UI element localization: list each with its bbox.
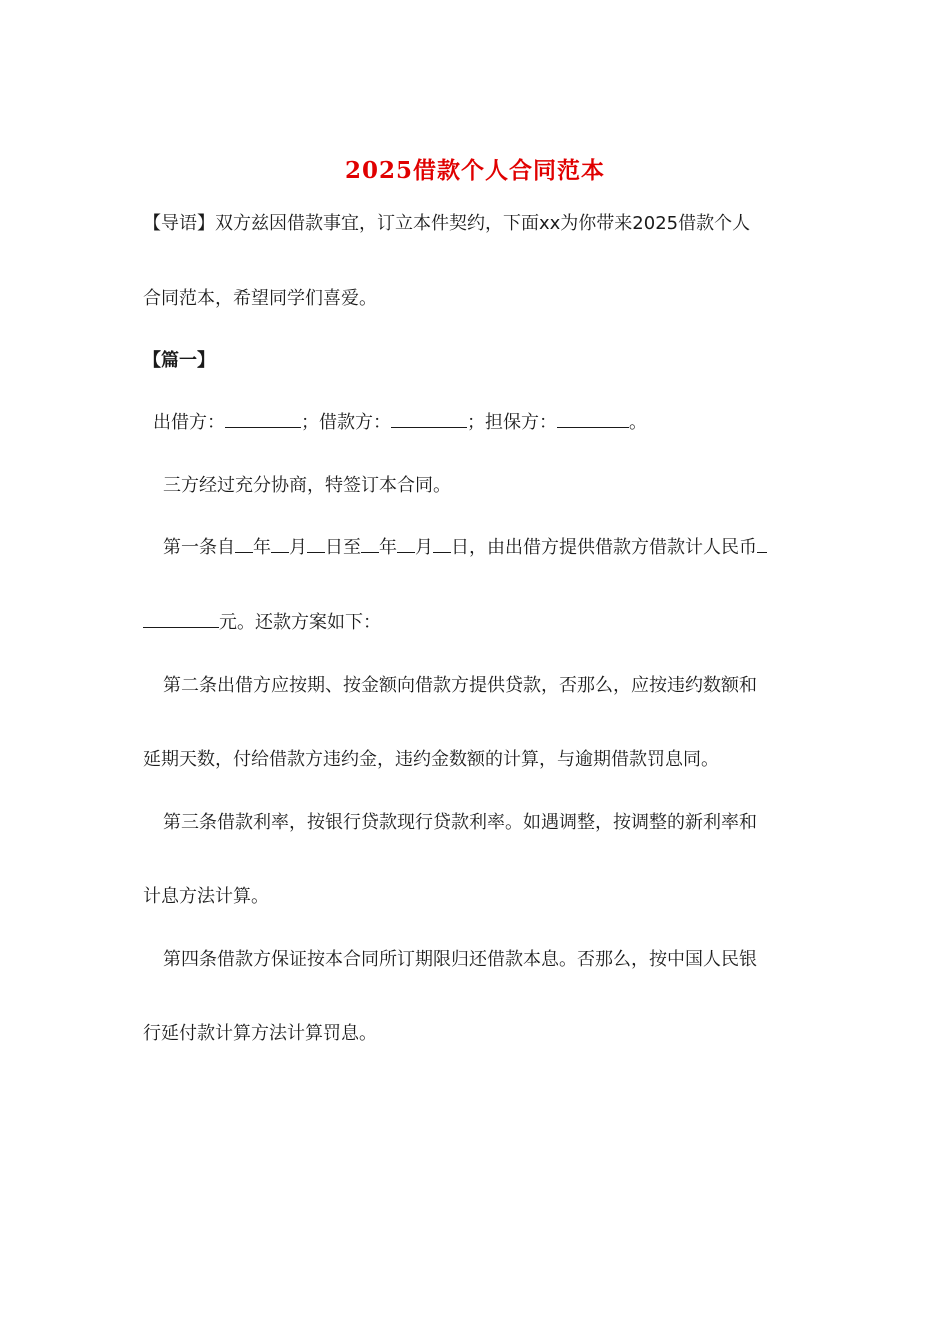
day-blank-2: [433, 536, 451, 553]
article-1-start: 第一条自: [163, 537, 235, 558]
borrower-label: ；借款方：: [301, 412, 391, 433]
borrower-blank: [391, 411, 467, 428]
parties-end: 。: [629, 412, 647, 433]
year-blank-1: [235, 536, 253, 553]
year-label-2: 年: [379, 537, 397, 558]
month-blank-1: [271, 536, 289, 553]
day-to-label: 日至: [325, 537, 361, 558]
article-3-line-1: 第三条借款利率，按银行贷款现行贷款利率。如遇调整，按调整的新利率和: [163, 812, 757, 833]
year-blank-2: [361, 536, 379, 553]
article-1-line-1: [163, 536, 767, 560]
article-2-line-1: 第二条出借方应按期、按金额向借款方提供贷款，否那么，应按违约数额和: [163, 675, 757, 696]
article-4-line-1: 第四条借款方保证按本合同所订期限归还借款本息。否那么，按中国人民银: [163, 949, 757, 970]
article-1-rest: 日，由出借方提供借款方借款计人民币: [451, 537, 757, 558]
lender-blank: [225, 411, 301, 428]
intro-line-2: 合同范本，希望同学们喜爱。: [143, 288, 377, 309]
day-blank-1: [307, 536, 325, 553]
article-2-line-2: 延期天数，付给借款方违约金，违约金数额的计算，与逾期借款罚息同。: [143, 749, 719, 770]
article-4-line-2: 行延付款计算方法计算罚息。: [143, 1023, 377, 1044]
month-label-2: 月: [415, 537, 433, 558]
guarantor-blank: [557, 411, 629, 428]
parties-line: [153, 411, 647, 435]
agreement-line: 三方经过充分协商，特签订本合同。: [163, 475, 451, 496]
article-1-line-2: [143, 611, 381, 635]
section-heading: 【篇一】: [143, 350, 215, 371]
month-blank-2: [397, 536, 415, 553]
article-1-end: 元。还款方案如下：: [219, 612, 381, 633]
article-3-line-2: 计息方法计算。: [143, 886, 269, 907]
year-label-1: 年: [253, 537, 271, 558]
month-label-1: 月: [289, 537, 307, 558]
document-title: 2025借款个人合同范本: [344, 157, 605, 184]
amount-blank-start: [757, 536, 767, 553]
intro-line-1: 【导语】双方兹因借款事宜，订立本件契约，下面xx为你带来2025借款个人: [143, 213, 751, 234]
amount-blank: [143, 611, 219, 628]
lender-label: 出借方：: [153, 412, 225, 433]
guarantor-label: ；担保方：: [467, 412, 557, 433]
